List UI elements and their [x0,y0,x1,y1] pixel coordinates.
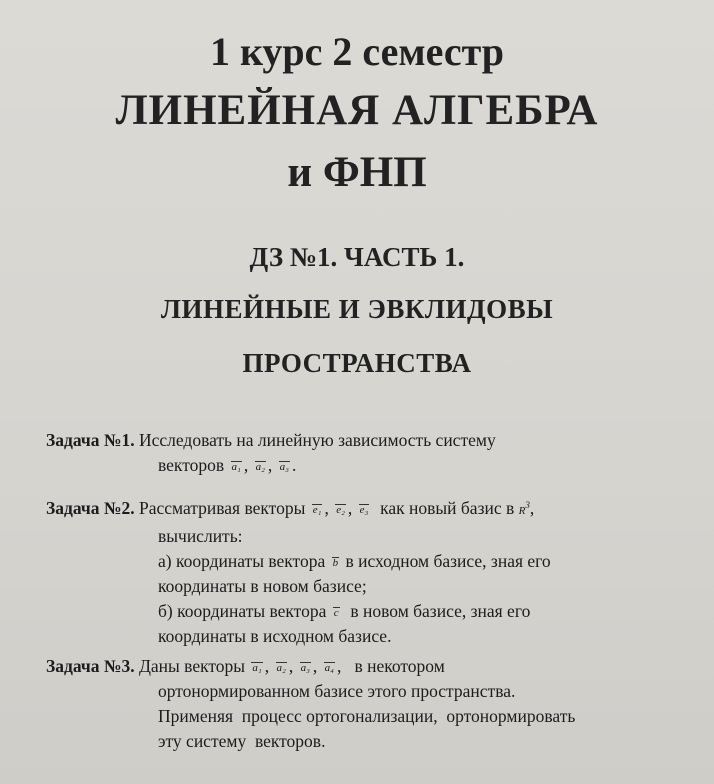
vector-b: b [332,557,339,569]
vector-a3: a₃ [279,461,289,473]
topic-title-line2: ПРОСТРАНСТВА [242,348,472,378]
task-3: Задача №3. Даны векторы a₁ , a₂ , a₃ , a₄ , в некотором ортонормированном базисе этого пространства. Применяя процесс ортогонализации, ортонормировать эту систему векторов. [46,654,694,754]
topic-title-line1: ЛИНЕЙНЫЕ И ЭВКЛИДОВЫ [160,294,554,324]
task-1-line2: векторов [158,455,225,475]
vector-e1: e₁ [312,504,322,516]
task-3-line4: эту систему векторов. [158,731,326,751]
task-2-b-line2: координаты в исходном базисе. [158,626,392,646]
subject-subtitle: и ФНП [287,149,427,196]
vector-a4: a₄ [324,662,334,674]
vector-a3: a₃ [300,662,310,674]
space-dimension: 3 [525,500,530,510]
task-2-b-suffix: в новом базисе, зная его [350,601,531,621]
task-3-text2: в некотором [354,656,445,676]
task-2-a-prefix: а) координаты вектора [158,551,326,571]
homework-title: ДЗ №1. ЧАСТЬ 1. [249,242,465,272]
task-2-a-suffix: в исходном базисе, зная его [345,551,551,571]
task-3-line2: ортонормированном базисе этого пространства. [158,681,516,701]
task-3-text1: Даны векторы [138,656,246,676]
task-2-label: Задача №2. [46,498,135,518]
task-2-b-prefix: б) координаты вектора [158,601,327,621]
task-2: Задача №2. Рассматривая векторы e₁ , e₂ , e₃ как новый базис в $R^3$, вычислить: а) координаты вектора b в исходном базисе, зная его координаты в новом базисе; б) координаты вектора c в новом базисе, зная его координаты в исходном базисе. [46,493,694,649]
task-3-line3: Применяя процесс ортогонализации, ортонормировать [158,706,576,726]
vector-a1: a₁ [252,662,262,674]
vector-e3: e₃ [359,504,369,516]
vector-a2: a₂ [255,461,265,473]
task-2-text1: Рассматривая векторы [138,498,306,518]
task-1-line1: Исследовать на линейную зависимость систему [138,430,496,450]
task-2-line2: вычислить: [158,526,243,546]
course-title: 1 курс 2 семестр [209,29,505,74]
task-1-label: Задача №1. [46,430,135,450]
vector-a2: a₂ [276,662,286,674]
task-2-text2: как новый базис в [380,498,515,518]
subject-title: ЛИНЕЙНАЯ АЛГЕБРА [115,87,599,134]
task-3-label: Задача №3. [46,656,135,676]
task-2-a-line2: координаты в новом базисе; [158,576,367,596]
vector-c: c [333,607,339,619]
space-r: R [518,505,526,517]
vector-a1: a₁ [231,461,241,473]
vector-e2: e₂ [336,504,345,516]
task-1: Задача №1. Исследовать на линейную зависимость систему векторов a₁ , a₂ , a₃ . [46,430,496,475]
